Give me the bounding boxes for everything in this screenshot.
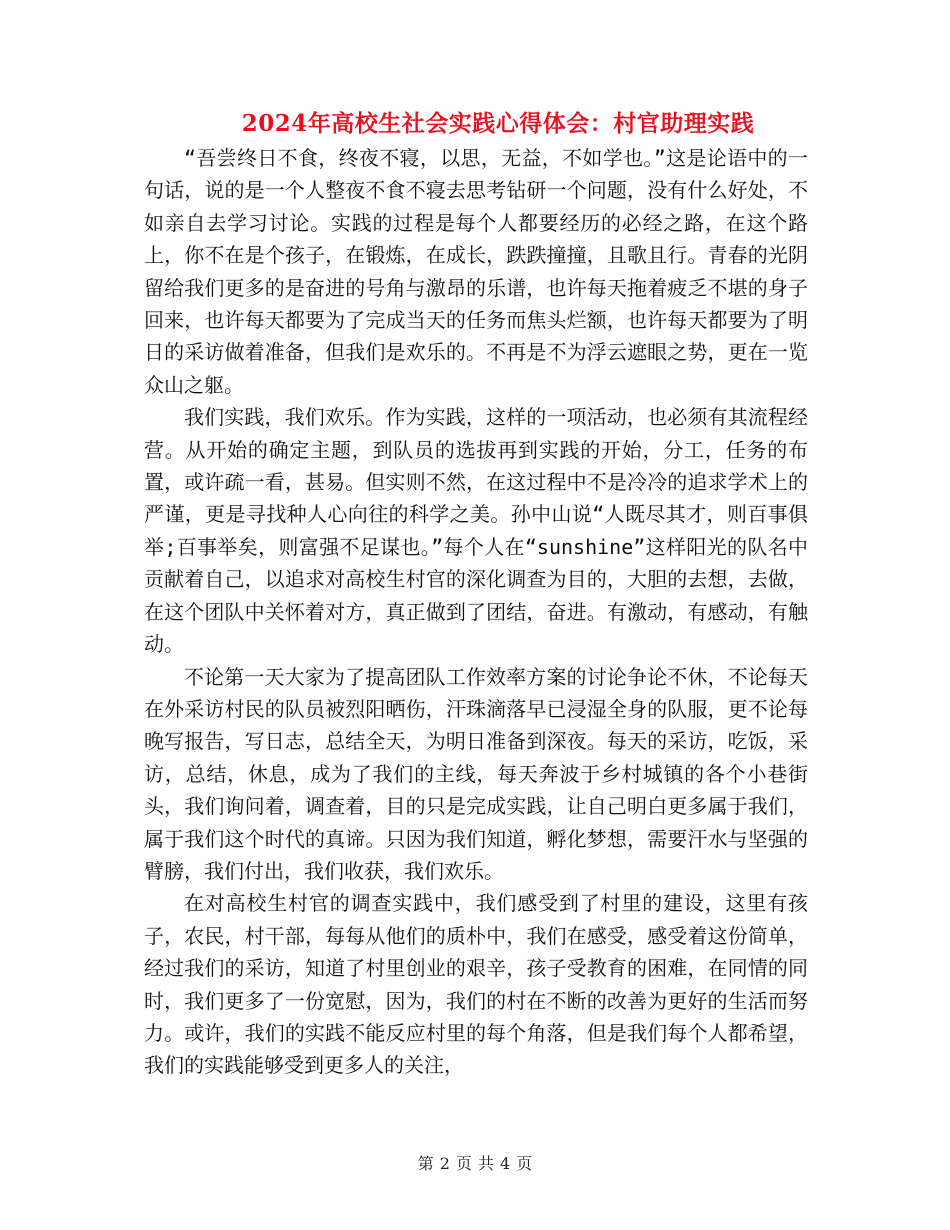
paragraph-1: “吾尝终日不食，终夜不寝，以思，无益，不如学也。”这是论语中的一句话，说的是一个人整夜不食不寝去思考钻研一个问题，没有什么好处，不如亲自去学习讨论。实践的过程是每个人都要经历的必经之路，在这个路上，你不在是个孩子，在锻炼，在成长，跌跌撞撞，且歌且行。青春的光阴留给我们更多的是奋进的号角与激昂的乐谱，也许每天拖着疲乏不堪的身子回来，也许每天都要为了完成当天的任务而焦头烂额，也许每天都要为了明日的采访做着准备，但我们是欢乐的。不再是不为浮云遮眼之势，更在一览众山之躯。 <box>144 146 808 397</box>
footer-page-number: 2 <box>439 1154 450 1173</box>
paragraph-4: 在对高校生村官的调查实践中，我们感受到了村里的建设，这里有孩子，农民，村干部，每每从他们的质朴中，我们在感受，感受着这份简单，经过我们的采访，知道了村里创业的艰辛，孩子受教育的困难，在同情的同时，我们更多了一份宽慰，因为，我们的村在不断的改善为更好的生活而努力。或许，我们的实践不能反应村里的每个角落，但是我们每个人都希望，我们的实践能够受到更多人的关注， <box>144 891 808 1078</box>
footer-total-word: 共 <box>478 1154 495 1173</box>
page-footer <box>0 1152 950 1176</box>
footer-page-word: 页 <box>455 1154 472 1173</box>
footer-prefix: 第 <box>417 1154 434 1173</box>
document-body <box>144 142 808 1082</box>
paragraph-3: 不论第一天大家为了提高团队工作效率方案的讨论争论不休，不论每天在外采访村民的队员被烈阳晒伤，汗珠滴落早已浸湿全身的队服，更不论每晚写报告，写日志，总结全天，为明日准备到深夜。每天的采访，吃饭，采访，总结，休息，成为了我们的主线，每天奔波于乡村城镇的各个小巷街头，我们询问着，调查着，目的只是完成实践，让自己明白更多属于我们，属于我们这个时代的真谛。只因为我们知道，孵化梦想，需要汗水与坚强的臂膀，我们付出，我们收获，我们欢乐。 <box>144 664 808 883</box>
document-title: 2024年高校生社会实践心得体会：村官助理实践 <box>241 110 755 137</box>
footer-total-pages: 4 <box>500 1154 511 1173</box>
paragraph-2: 我们实践，我们欢乐。作为实践，这样的一项活动，也必须有其流程经营。从开始的确定主题，到队员的选拔再到实践的开始，分工，任务的布置，或许疏一看，甚易。但实则不然，在这过程中不是冷冷的追求学术上的严谨，更是寻找种人心向往的科学之美。孙中山说“人既尽其才，则百事俱举;百事举矣，则富强不足谋也。”每个人在“sunshine”这样阳光的队名中贡献着自己，以追求对高校生村官的深化调查为目的，大胆的去想，去做，在这个团队中关怀着对方，真正做到了团结，奋进。有激动，有感动，有触动。 <box>144 405 808 657</box>
footer-suffix: 页 <box>516 1154 533 1173</box>
